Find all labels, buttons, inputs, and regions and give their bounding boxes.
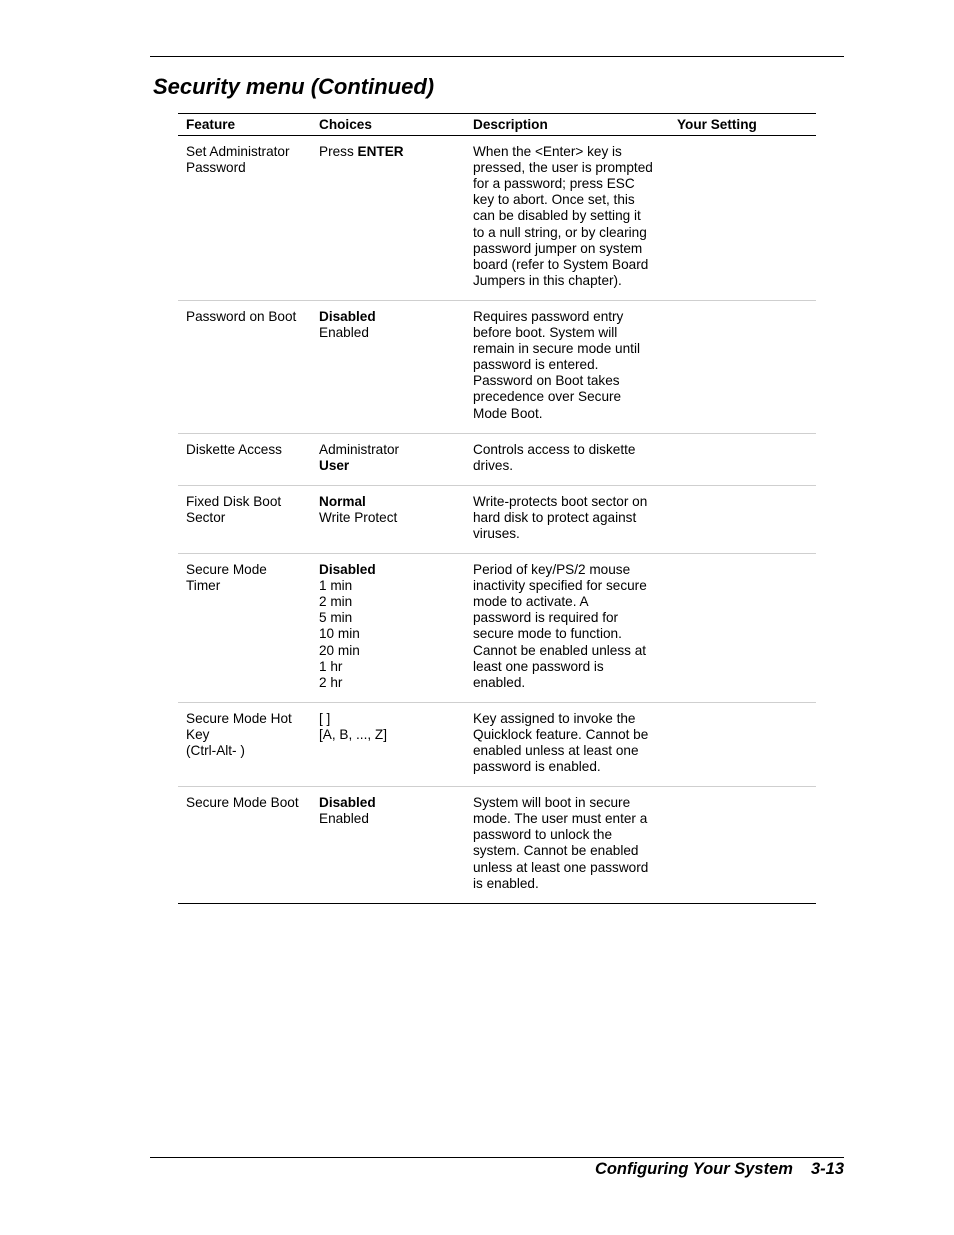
description-cell: When the <Enter> key is pressed, the user is prompted for a password; press ESC key to abort. Once set, this can be disabled by setting it to a null string, or by clearing password jumper on system board (refer to System Board Jumpers in this chapter).: [473, 144, 653, 288]
choices-cell: [311, 554, 465, 703]
choice-option: [319, 626, 459, 642]
choice-option: [319, 594, 459, 610]
table-row: [178, 554, 816, 703]
choice-option: [319, 659, 459, 675]
choice-text: Administrator: [319, 441, 400, 457]
feature-cell: Set Administrator Password: [186, 144, 290, 176]
choices-cell: [311, 136, 465, 301]
choice-option: [319, 727, 459, 743]
choice-text: 2 min: [319, 594, 353, 610]
choice-text: 10 min: [319, 626, 360, 642]
table-row: [178, 433, 816, 485]
description-cell: Controls access to diskette drives.: [473, 441, 636, 473]
choice-text: Disabled: [319, 795, 376, 811]
description-cell: Write-protects boot sector on hard disk to protect against viruses.: [473, 493, 648, 541]
choice-text: 1 min: [319, 578, 353, 594]
description-cell: Key assigned to invoke the Quicklock feature. Cannot be enabled unless at least one password is enabled.: [473, 710, 649, 775]
choice-default: [319, 309, 459, 325]
choice-option: [319, 510, 459, 526]
table-row: [178, 136, 816, 301]
choice-text: 20 min: [319, 642, 360, 658]
choices-cell: [311, 300, 465, 433]
top-rule: [150, 56, 844, 57]
description-cell: System will boot in secure mode. The user must enter a password to unlock the system. Cannot be enabled unless at least one password is enabled.: [473, 795, 649, 891]
feature-cell: Diskette Access: [186, 441, 282, 457]
choice-text: Disabled: [319, 308, 376, 324]
feature-cell: Secure Mode Hot Key (Ctrl-Alt- ): [186, 710, 292, 758]
choice-option: [319, 711, 459, 727]
choice-default: [319, 562, 459, 578]
choice-default: [319, 795, 459, 811]
header-feature: Feature: [178, 114, 311, 136]
feature-cell: Secure Mode Timer: [186, 562, 267, 594]
security-menu-table: [178, 113, 816, 904]
choices-cell: [311, 433, 465, 485]
header-your-setting: Your Setting: [669, 114, 816, 136]
choices-cell: [311, 485, 465, 553]
choice-text: 1 hr: [319, 658, 343, 674]
choices-cell: [311, 702, 465, 786]
choice-option: [319, 610, 459, 626]
footer-page-number: 3-13: [810, 1160, 844, 1178]
header-choices: Choices: [311, 114, 465, 136]
feature-cell: Secure Mode Boot: [186, 795, 299, 811]
table-row: [178, 787, 816, 904]
choice-text: Disabled: [319, 562, 376, 578]
choice-key: ENTER: [357, 144, 404, 160]
choice-default: [319, 458, 459, 474]
choice-text: Write Protect: [319, 509, 398, 525]
footer-section-title: Configuring Your System: [594, 1160, 793, 1178]
choice-text: Enabled: [319, 811, 369, 827]
choice-option: [319, 442, 459, 458]
choice-option: [319, 144, 459, 160]
choice-text: Press: [319, 144, 358, 160]
your-setting-cell: [669, 433, 816, 485]
table-body: [178, 136, 816, 904]
choice-option: [319, 325, 459, 341]
choice-text: [A, B, ..., Z]: [319, 726, 387, 742]
your-setting-cell: [669, 702, 816, 786]
choice-text: User: [319, 457, 350, 473]
choice-text: Enabled: [319, 325, 369, 341]
description-cell: Period of key/PS/2 mouse inactivity specified for secure mode to activate. A password is required for secure mode to function. Cannot be enabled unless at least one password is enabled.: [473, 562, 647, 690]
table-row: [178, 485, 816, 553]
feature-cell: Password on Boot: [186, 308, 297, 324]
choice-text: 5 min: [319, 610, 353, 626]
page-title: Security menu (Continued): [153, 74, 435, 99]
table-row: [178, 702, 816, 786]
choice-option: [319, 675, 459, 691]
table-header-row: [178, 114, 816, 136]
your-setting-cell: [669, 554, 816, 703]
header-description: Description: [465, 114, 669, 136]
page-footer: [595, 1158, 844, 1180]
choice-text: 2 hr: [319, 674, 343, 690]
your-setting-cell: [669, 787, 816, 904]
description-cell: Requires password entry before boot. System will remain in secure mode until password is entered. Password on Boot takes precedence over Secure Mode Boot.: [473, 308, 640, 421]
your-setting-cell: [669, 300, 816, 433]
your-setting-cell: [669, 485, 816, 553]
choice-option: [319, 643, 459, 659]
choice-option: [319, 578, 459, 594]
choice-text: Normal: [319, 493, 366, 509]
feature-cell: Fixed Disk Boot Sector: [186, 493, 282, 525]
choice-default: [319, 494, 459, 510]
choice-option: [319, 811, 459, 827]
your-setting-cell: [669, 136, 816, 301]
choice-text: [ ]: [319, 710, 331, 726]
table-row: [178, 300, 816, 433]
choices-cell: [311, 787, 465, 904]
